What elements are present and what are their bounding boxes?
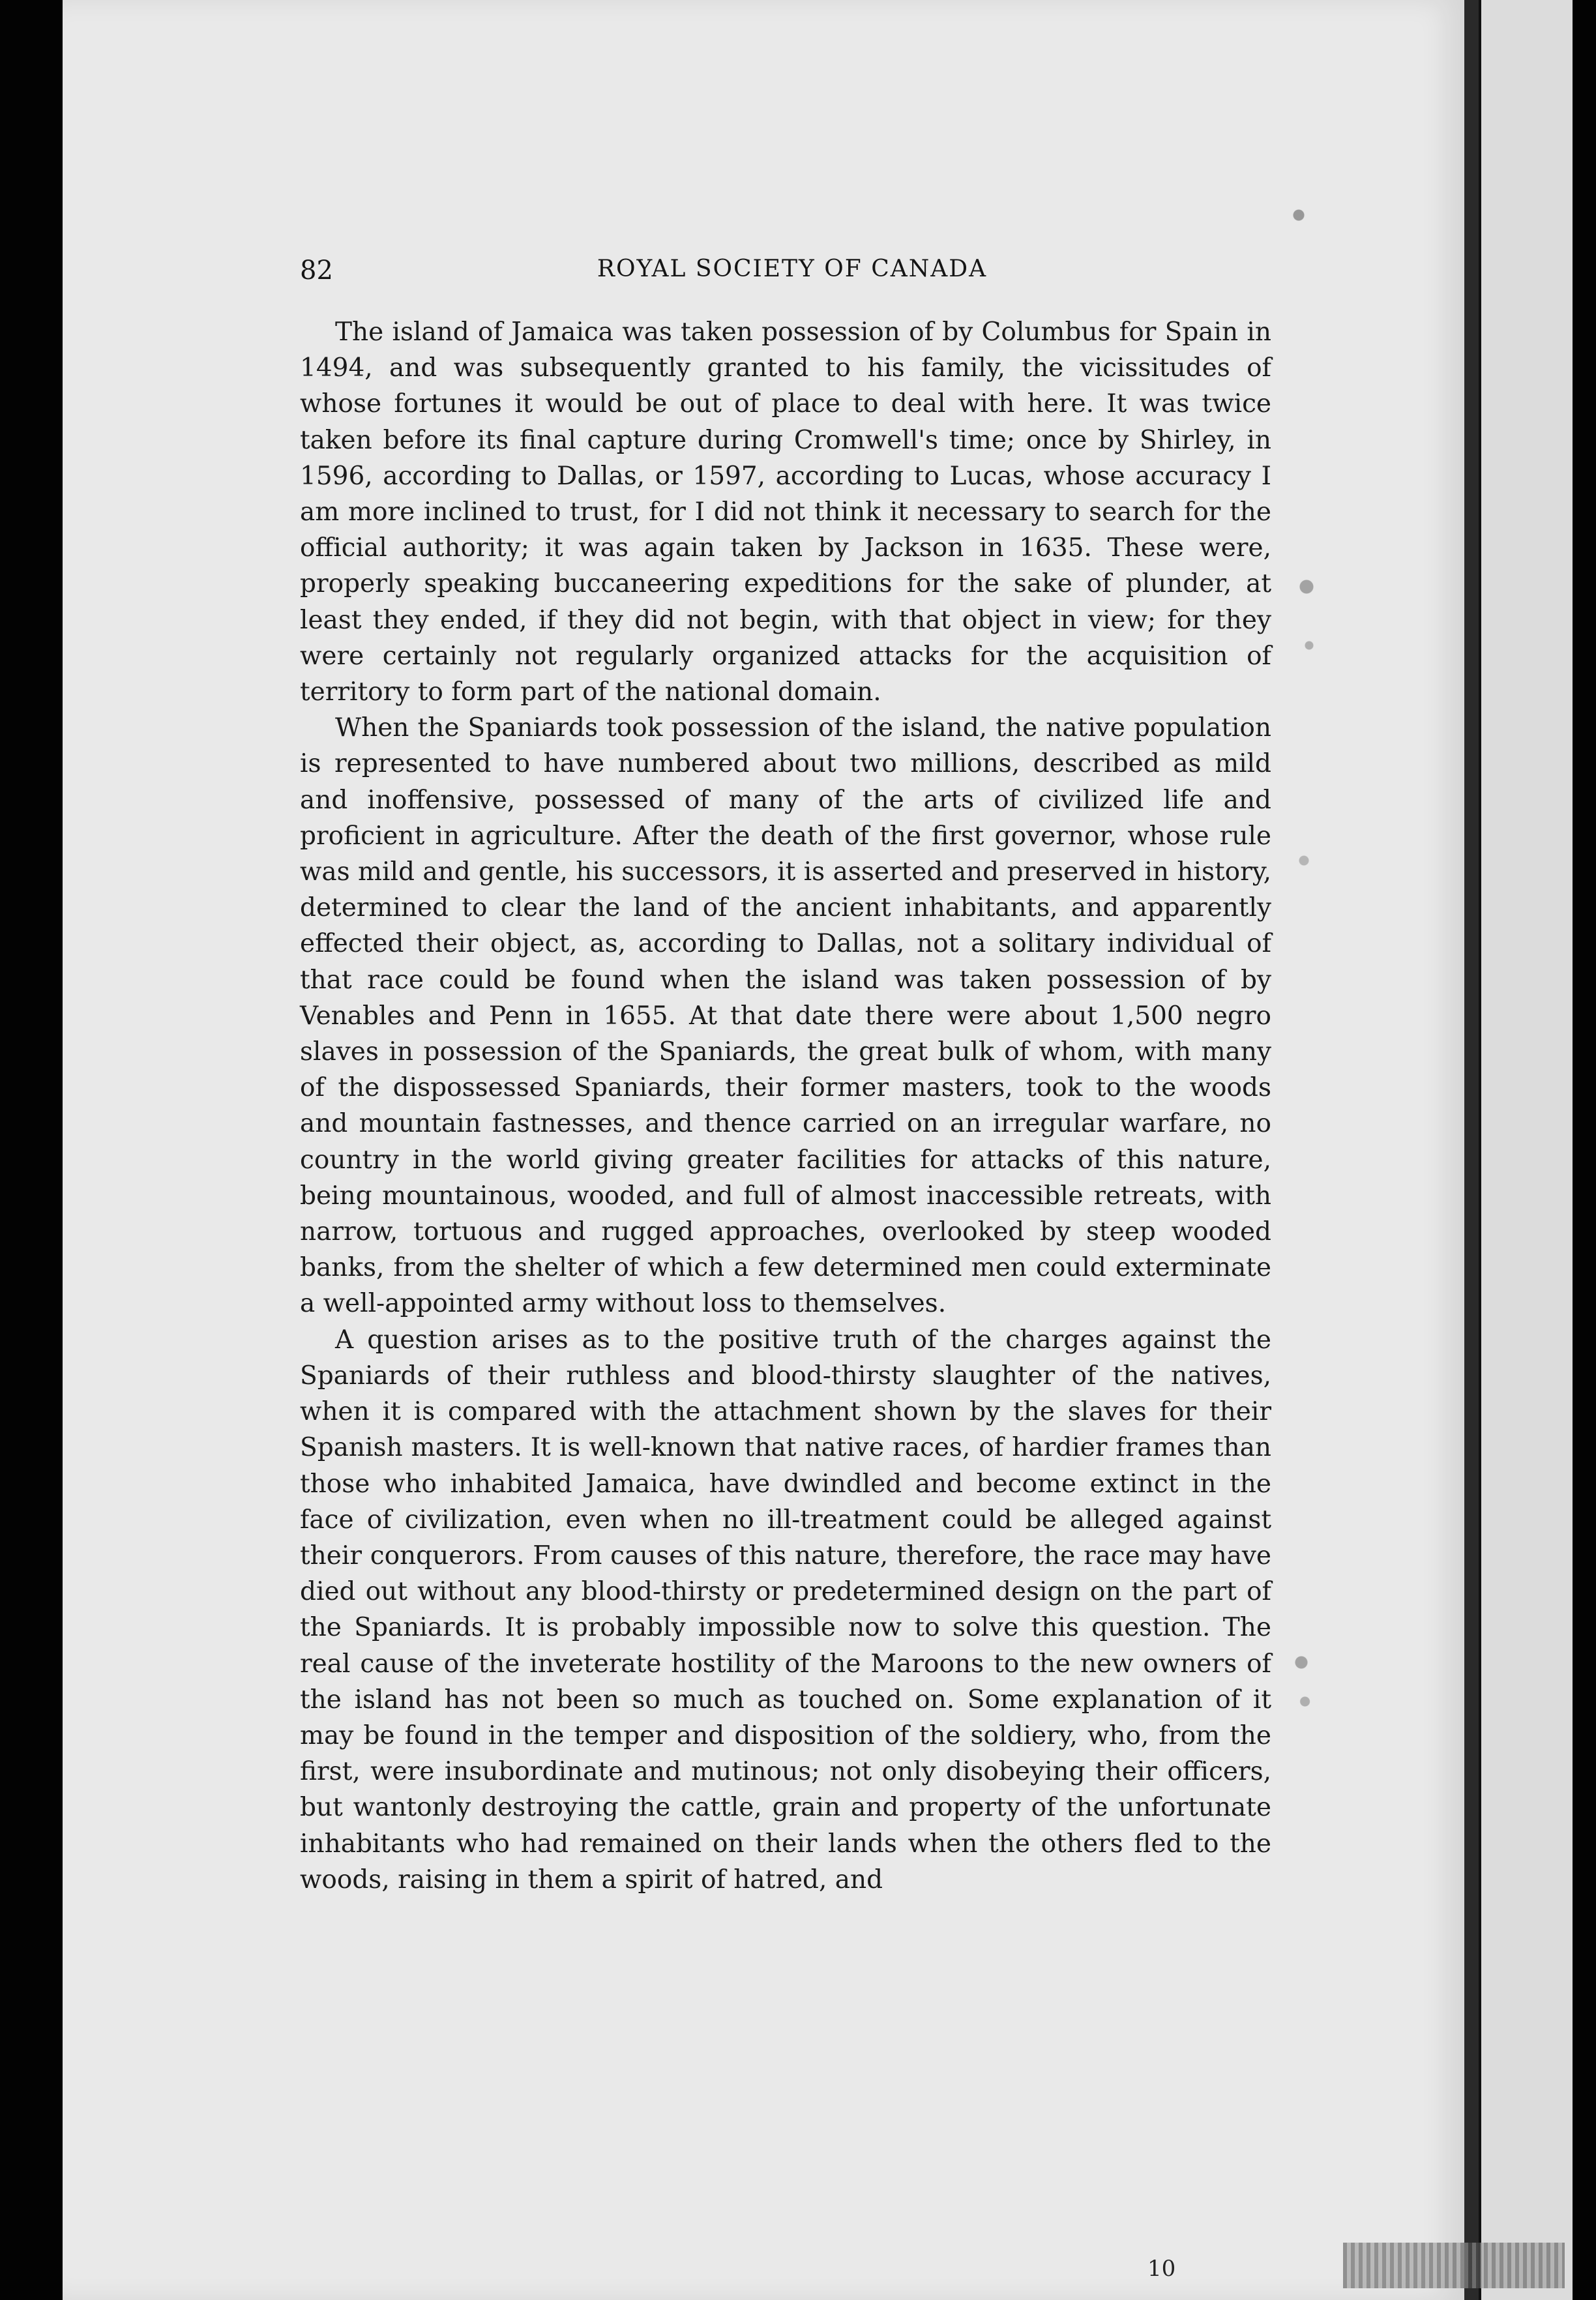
running-title: ROYAL SOCIETY OF CANADA: [597, 256, 988, 282]
page-edge-foxing: [1278, 98, 1330, 2054]
body-text: [300, 314, 1271, 1898]
paragraph-3: A question arises as to the positive truth of the charges against the Spaniards of their ruthless and blood-thirsty slaughter of the natives, when it is compared with the attachment shown by the slaves for their Spanish masters. It is well-known that native races, of hardier frames than those who inhabited Jamaica, have dwindled and become extinct in the face of civilization, even when no ill-treatment could be alleged against their conquerors. From causes of this nature, therefore, the race may have died out without any blood-thirsty or predetermined design on the part of the Spaniards. It is probably impossible now to solve this question. The real cause of the inveterate hostility of the Maroons to the new owners of the island has not been so much as touched on. Some explanation of it may be found in the temper and disposition of the soldiery, who, from the first, were insubordinate and mutinous; not only disobeying their officers, but wantonly destroying the cattle, grain and property of the unfortunate inhabitants who had remained on their lands when the others fled to the woods, raising in them a spirit of hatred, and: [300, 1325, 1271, 1895]
bottom-edge-stain: [1343, 2243, 1565, 2288]
gutter-shadow: [1464, 0, 1479, 2300]
paragraph-2: When the Spaniards took possession of the island, the native population is represented to have numbered about two millions, described as mild and inoffensive, possessed of many of the arts of civilized life and proficient in agriculture. After the death of the first governor, whose rule was mild and gentle, his successors, it is asserted and preserved in history, determined to clear the land of the ancient inhabitants, and apparently effected their object, as, according to Dallas, not a solitary individual of that race could be found when the island was taken possession of by Venables and Penn in 1655. At that date there were about 1,500 negro slaves in possession of the Spaniards, the great bulk of whom, with many of the dispossessed Spaniards, their former masters, took to the woods and mountain fastnesses, and thence carried on an irregular warfare, no country in the world giving greater facilities for attacks of this nature, being mountainous, wooded, and full of almost inaccessible retreats, with narrow, tortuous and rugged approaches, overlooked by steep wooded banks, from the shelter of which a few determined men could exterminate a well-appointed army without loss to themselves.: [300, 713, 1271, 1319]
page-header: [300, 256, 1284, 295]
page-number: 82: [300, 256, 333, 286]
paragraph-1: The island of Jamaica was taken possession of by Columbus for Spain in 1494, and was subsequently granted to his family, the vicissitudes of whose fortunes it would be out of place to deal with here. It was twice taken before its final capture during Cromwell's time; once by Shirley, in 1596, according to Dallas, or 1597, according to Lucas, whose accuracy I am more inclined to trust, for I did not think it necessary to search for the official authority; it was again taken by Jackson in 1635. These were, properly speaking buccaneering expeditions for the sake of plunder, at least they ended, if they did not begin, with that object in view; for they were certainly not regularly organized attacks for the acquisition of territory to form part of the national domain.: [300, 317, 1271, 707]
margin-mark: 10: [1147, 2256, 1176, 2282]
facing-page-edge: [1479, 0, 1573, 2300]
